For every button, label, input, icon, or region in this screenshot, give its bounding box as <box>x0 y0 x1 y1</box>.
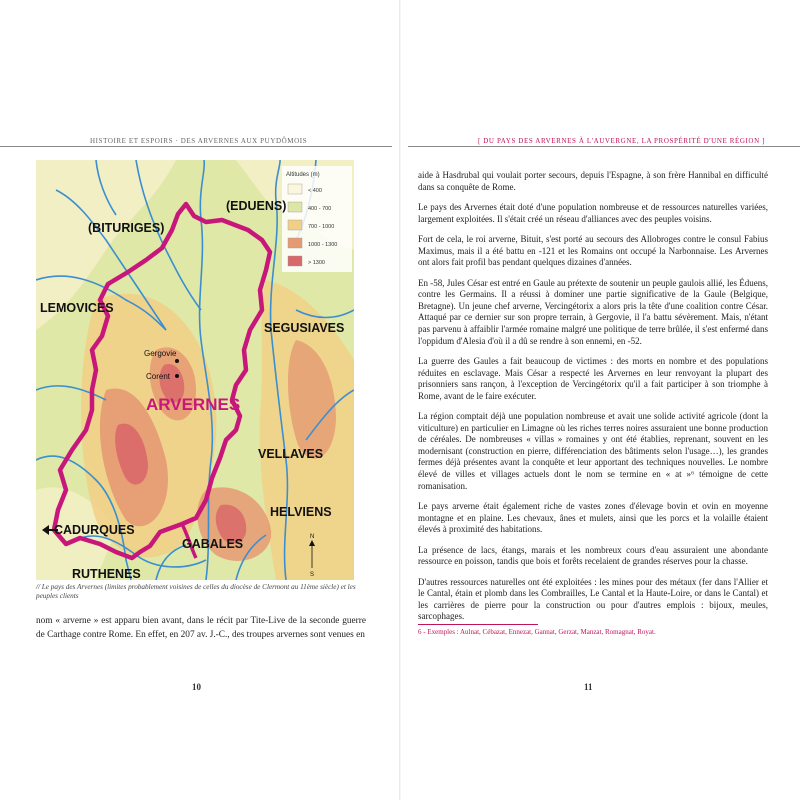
label-lemovices: LEMOVICES <box>40 301 114 315</box>
page-gutter <box>399 0 401 800</box>
map-caption: // Le pays des Arvernes (limites probablement voisines de celles du diocèse de Clermont au 11ème siècle) et les peuples clients <box>36 583 356 600</box>
paragraph: Le pays des Arvernes était doté d'une population nombreuse et de ressources naturelles variées, largement exploitées. Il s'était créé un réseau d'alliances avec des peuples voisins. <box>418 201 768 224</box>
footnote: 6 - Exemples : Aulnat, Cébazat, Ennezat, Gannat, Gerzat, Manzat, Romagnat, Royat. <box>418 628 656 636</box>
compass-north: N <box>310 534 315 540</box>
label-segusiaves: SEGUSIAVES <box>264 321 345 335</box>
legend-swatch <box>288 256 302 266</box>
altitude-legend <box>282 166 352 272</box>
label-corent: Corent <box>146 372 171 381</box>
label-eduens: (EDUENS) <box>226 199 287 213</box>
paragraph: La guerre des Gaules a fait beaucoup de victimes : des morts en nombre et des populations réduites en esclavage. Mais César a respecté les Arvernes en leur renvoyant la plupart des prisonniers sans rançon, à l'exception de Vercingétorix qu'il a fait participer à son triomphe à Rome, avant de le faire exécuter. <box>418 355 768 401</box>
header-rule-left <box>0 146 392 147</box>
legend-label: > 1300 <box>308 260 325 266</box>
legend-label: 1000 - 1300 <box>308 242 338 248</box>
header-rule-right <box>408 146 800 147</box>
gergovie-marker <box>175 359 179 363</box>
paragraph: Le pays arverne était également riche de vastes zones d'élevage bovin et ovin en moyenne montagne et en plaine. Les chevaux, ânes et mulets, ainsi que les porcs et la volaille étaient élevés à proximité des habitations. <box>418 501 768 535</box>
label-helviens: HELVIENS <box>270 505 332 519</box>
page-number-right: 11 <box>584 682 593 692</box>
label-bituriges: (BITURIGES) <box>88 221 165 235</box>
compass-south: S <box>310 572 315 578</box>
label-arvernes: ARVERNES <box>146 395 241 414</box>
legend-swatch <box>288 238 302 248</box>
arvernes-map <box>36 160 354 580</box>
corent-marker <box>175 374 179 378</box>
paragraph: Fort de cela, le roi arverne, Bituit, s'est porté au secours des Allobroges contre le consul Fabius Maximus, mais il a été battu en -121 et les Romains ont occupé la Narbonnaise. Les Arvernes ont alors fait profil bas pendant quelques dizaines d'années. <box>418 233 768 268</box>
legend-label: 700 - 1000 <box>308 224 335 230</box>
paragraph: En -58, Jules César est entré en Gaule au prétexte de soutenir un peuple gaulois allié, les Éduens, contre les Germains. Il a réussi à dominer une partie significative de la Gaule (Belgique, Bretagne). Un jeune chef arverne, Vercingétorix a alors pris la tête d'une coalition contre César. Attaqué par ce dernier sur son propre terrain, à Gergovie, il l'a battu sévèrement. Mais, n'étant pas parvenu à affaiblir l'armée romaine malgré une politique de terre brûlée, il s'est enfermé dans l'oppidum d'Alesia d'où il a dû se rendre à son ennemi, en -52. <box>418 277 768 346</box>
legend-swatch <box>288 202 302 212</box>
right-page-text <box>418 170 768 632</box>
paragraph: D'autres ressources naturelles ont été exploitées : les mines pour des métaux (fer dans l'Allier et le Cantal, étain et plomb dans les Combrailles, Le Cantal et la Haute-Loire, or dans le Cantal) et les carrières de pierre pour la construction ou pour d'autres emplois : bijoux, meules, sarcophages. <box>418 576 768 622</box>
footnote-rule <box>418 624 538 625</box>
legend-swatch <box>288 220 302 230</box>
label-vellaves: VELLAVES <box>258 447 324 461</box>
legend-label: 400 - 700 <box>308 206 332 212</box>
page-number-left: 10 <box>192 682 201 692</box>
label-gabales: GABALES <box>182 537 244 551</box>
left-page-text: nom « arverne » est apparu bien avant, dans le récit par Tite-Live de la seconde guerre de Carthage contre Rome. En effet, en 207 av. J.-C., des troupes arvernes sont venues en <box>36 616 366 640</box>
label-gergovie: Gergovie <box>144 349 177 358</box>
legend-label: < 400 <box>308 188 322 194</box>
paragraph: aide à Hasdrubal qui voulait porter secours, depuis l'Espagne, à son frère Hannibal en difficulté dans sa conquête de Rome. <box>418 170 768 192</box>
legend-swatch <box>288 184 302 194</box>
legend-title: Altitudes (m) <box>286 172 320 178</box>
label-cadurques: CADURQUES <box>54 523 135 537</box>
running-header-left: HISTOIRE ET ESPOIRS · DES ARVERNES AUX PUYDÔMOIS <box>90 137 308 145</box>
paragraph: La région comptait déjà une population nombreuse et avait une solide activité agricole (dont la viticulture) en particulier en Limagne où les riches terres noires assuraient une bonne production de céréales. De nombreuses « villas » romaines y ont été établies, reprenant, souvent en les modernisant (construction en pierre, différenciation des bâtiments selon l'usage…), les grandes fermes déjà présentes avant la conquête et leur apportant des techniques nouvelles. Le nombre élevé de villes et villages actuels dont le nom se termine en « at »⁶ témoigne de cette romanisation. <box>418 411 768 491</box>
label-ruthenes: RUTHENES <box>72 567 141 580</box>
running-header-right: [ DU PAYS DES ARVERNES À L'AUVERGNE, LA PROSPÉRITÉ D'UNE RÉGION ] <box>478 137 766 145</box>
paragraph: La présence de lacs, étangs, marais et les nombreux cours d'eau assuraient une abondante ressource en poisson, tandis que bois et forêts recelaient de grandes réserves pour la chasse. <box>418 544 768 567</box>
